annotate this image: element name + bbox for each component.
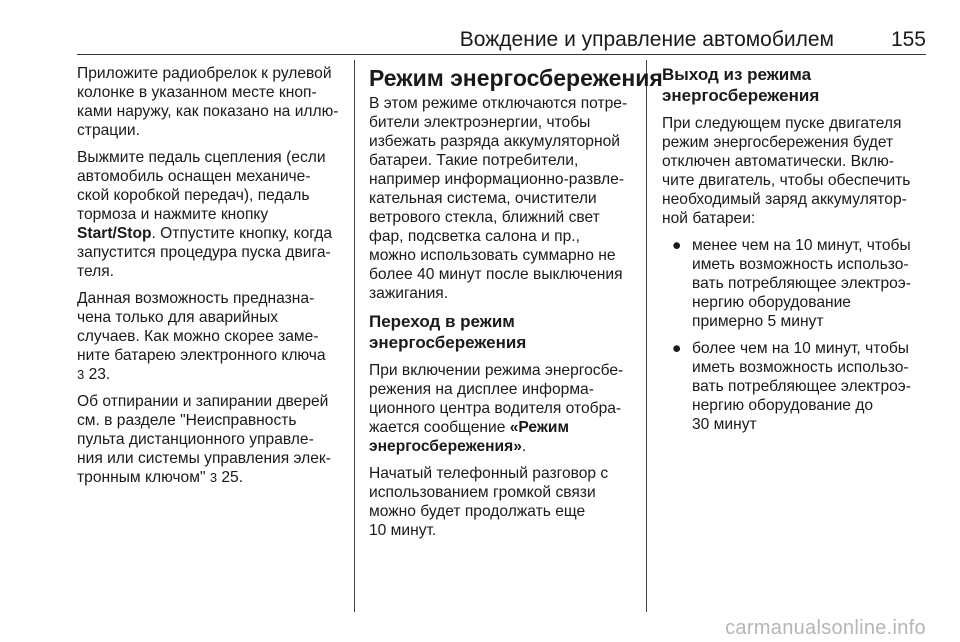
text-line: кательная система, очистители [369, 190, 597, 207]
text-line: нергию оборудование до [692, 397, 874, 414]
display-message-text: энергосбережения» [369, 438, 522, 455]
text-line [77, 468, 345, 487]
text-line: фар, подсветка салона и пр., [369, 228, 580, 245]
text-line: Приложите радиобрелок к рулевой [77, 65, 332, 82]
text-line: зажигания. [369, 285, 449, 302]
text-line: пульта дистанционного управле- [77, 431, 314, 448]
text-line: чите двигатель, чтобы обеспечить [662, 172, 911, 189]
text-line: колонке в указанном месте кноп- [77, 84, 317, 101]
column-divider-1 [354, 60, 355, 612]
text-line [77, 365, 345, 384]
text-line: например информационно-развле- [369, 171, 625, 188]
text-line: ционного центра водителя отобра- [369, 400, 622, 417]
text-line: ной батареи: [662, 210, 756, 227]
text-line: автомобиль оснащен механиче- [77, 168, 311, 185]
text-line: 10 минут. [369, 522, 437, 539]
paragraph-door-locking [77, 392, 345, 487]
start-stop-button-label: Start/Stop [77, 225, 152, 242]
text-line: 30 минут [692, 416, 757, 433]
text-line: использованием громкой связи [369, 484, 596, 501]
text-line: вать потребляющее электроэ- [692, 378, 911, 395]
column-divider-2 [646, 60, 647, 612]
section-heading: Режим энергосбережения [369, 65, 663, 91]
text-line: Переход в режим [369, 312, 515, 331]
text-line: ните батарею электронного ключа [77, 347, 326, 364]
text-line: менее чем на 10 минут, чтобы [692, 237, 911, 254]
list-item [662, 339, 926, 434]
text-line: При следующем пуске двигателя [662, 115, 902, 132]
column-3 [662, 64, 926, 442]
text-line [369, 418, 631, 437]
text-line: ния или системы управления элек- [77, 450, 331, 467]
page-reference-icon: 3 [209, 470, 218, 485]
text-line [369, 437, 631, 456]
text-line: Выжмите педаль сцепления (если [77, 149, 326, 166]
text-line: тормоза и нажмите кнопку [77, 206, 269, 223]
text-line: можно использовать суммарно не [369, 247, 616, 264]
bullet-icon: ● [672, 340, 682, 357]
text-line: При включении режима энергосбе- [369, 362, 624, 379]
column-1 [77, 64, 345, 495]
text-fragment: . [521, 438, 527, 455]
text-fragment: тронным ключом" [77, 469, 210, 486]
text-line: запустится процедура пуска двига- [77, 244, 331, 261]
text-line: Данная возможность предназна- [77, 290, 315, 307]
page-reference-icon: 3 [77, 367, 85, 382]
header-divider [77, 54, 926, 55]
text-line: иметь возможность использо- [692, 359, 909, 376]
paragraph-energy-saving [369, 94, 631, 303]
column-2 [369, 64, 663, 548]
list-item [662, 236, 926, 331]
text-line: вать потребляющее электроэ- [692, 275, 911, 292]
text-line: Об отпирании и запирании дверей [77, 393, 329, 410]
text-line: необходимый заряд аккумулятор- [662, 191, 907, 208]
paragraph-start-stop [77, 148, 345, 281]
paragraph-emergency [77, 289, 345, 384]
watermark: carmanualsonline.info [725, 617, 926, 639]
text-line: отключен автоматически. Вклю- [662, 153, 894, 170]
paragraph-phone-call [369, 464, 631, 540]
text-line: режим энергосбережения будет [662, 134, 894, 151]
page-header [77, 26, 926, 54]
text-line: ской коробкой передач), педаль [77, 187, 310, 204]
text-line: ками наружу, как показано на иллю- [77, 103, 339, 120]
bullet-icon: ● [672, 237, 682, 254]
text-line: избежать разряда аккумуляторной [369, 133, 620, 150]
page-reference: 25. [217, 469, 244, 486]
text-fragment: жается сообщение [369, 419, 510, 436]
text-line: режения на дисплее информа- [369, 381, 594, 398]
page-reference: 23. [84, 366, 111, 383]
text-line: иметь возможность использо- [692, 256, 909, 273]
text-line: батареи. Такие потребители, [369, 152, 579, 169]
text-line: см. в разделе "Неисправность [77, 412, 297, 429]
text-line: Начатый телефонный разговор с [369, 465, 609, 482]
text-line: энергосбережения [369, 333, 527, 352]
text-line: бители электроэнергии, чтобы [369, 114, 591, 131]
subsection-heading [369, 311, 631, 353]
text-line: страции. [77, 122, 140, 139]
text-line: ветрового стекла, ближний свет [369, 209, 600, 226]
section-heading-exit [662, 64, 926, 106]
text-line: теля. [77, 263, 114, 280]
text-line: более чем на 10 минут, чтобы [692, 340, 910, 357]
display-message-text: «Режим [509, 419, 570, 436]
text-line: чена только для аварийных [77, 309, 279, 326]
text-line: более 40 минут после выключения [369, 266, 623, 283]
paragraph-display-message [369, 361, 631, 456]
text-line [77, 224, 345, 243]
text-line: примерно 5 минут [692, 313, 824, 330]
text-line: В этом режиме отключаются потре- [369, 95, 628, 112]
paragraph-radio-key [77, 64, 345, 140]
bullet-list [662, 236, 926, 434]
text-line: нергию оборудование [692, 294, 851, 311]
text-line: Выход из режима [662, 65, 812, 84]
text-line: можно будет продолжать еще [369, 503, 586, 520]
page-number: 155 [890, 28, 926, 51]
text-line: случаев. Как можно скорее заме- [77, 328, 319, 345]
text-line: энергосбережения [662, 86, 820, 105]
text-fragment: . Отпустите кнопку, когда [151, 225, 333, 242]
chapter-title: Вождение и управление автомобилем [459, 28, 834, 51]
paragraph-exit-mode [662, 114, 926, 228]
